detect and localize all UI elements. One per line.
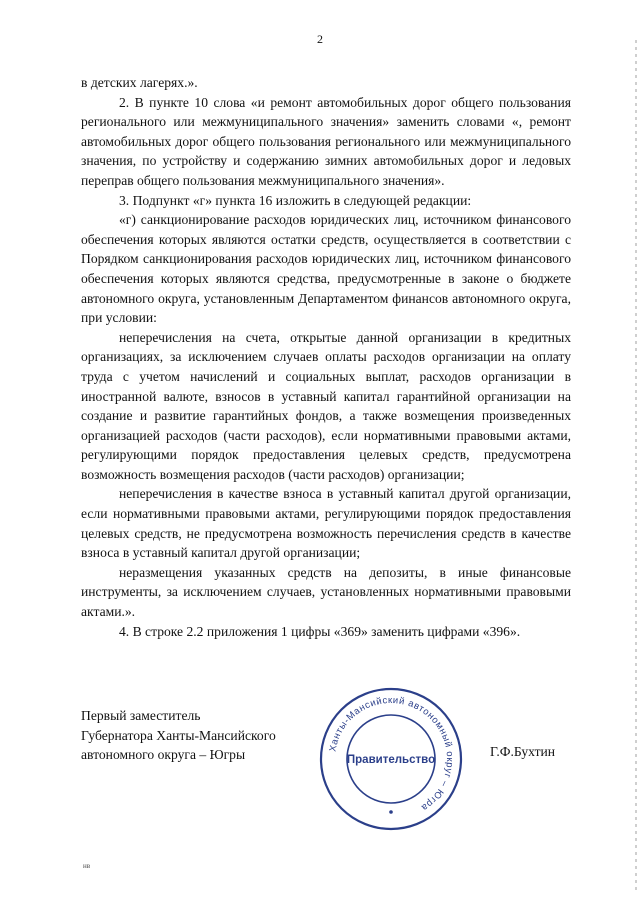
signer-position: [81, 706, 276, 765]
paragraph: в детских лагерях.».: [81, 75, 198, 90]
paragraph: 3. Подпункт «г» пункта 16 изложить в следующей редакции:: [119, 192, 472, 208]
signer-name: Г.Ф.Бухтин: [490, 744, 556, 759]
signer-position-line: Первый заместитель: [81, 708, 201, 723]
signer-position-line: автономного округа – Югры: [81, 747, 246, 763]
paragraph: неперечисления на счета, открытые данной организации в кредитных организациях, за исключением случаев оплаты расходов организации на оплату труда с учетом начислений и социальных выплат, расходов организации в иностранной валюте, взносов в уставный капитал гарантийной организации на создание и развитие гарантийных фондов, а также возмещения произведенных организацией расходов (части расходов), если нормативными правовыми актами, регулирующими порядок предоставления целевых средств, предусмотрена возможность возмещения расходов (части расходов) организации;: [81, 329, 571, 482]
paragraph: неразмещения указанных средств на депозиты, в иные финансовые инструменты, за исключением случаев, установленных нормативными правовыми актами.».: [81, 564, 571, 620]
document-body: [81, 73, 571, 641]
seal-ring-text: Ханты-Мансийский автономный округ – Югра: [327, 694, 456, 814]
seal-center-text: Правительство: [346, 754, 436, 766]
paragraph: «г) санкционирование расходов юридических лиц, источником финансового обеспечения которых являются остатки средств, осуществляется в соответствии с Порядком санкционирования расходов юридических лиц, источником финансового обеспечения которых являются средства, предусмотренные в законе о бюджете автономного округа, установленным Департаментом финансов автономного округа, при условии:: [81, 212, 571, 326]
official-seal-stamp: [316, 684, 466, 834]
paragraph: неперечисления в качестве взноса в уставный капитал другой организации, если нормативными правовыми актами, регулирующими порядок предоставления целевых средств, не предусмотрена возможность перечисления средств в качестве взноса в уставный капитал другой организации;: [81, 486, 571, 561]
signer-position-line: Губернатора Ханты-Мансийского: [81, 727, 276, 743]
paragraph: 4. В строке 2.2 приложения 1 цифры «369» заменить цифрами «396».: [119, 623, 521, 639]
page-number: 2: [317, 32, 323, 46]
paragraph: 2. В пункте 10 слова «и ремонт автомобильных дорог общего пользования регионального или межмуниципального значения» заменить словами «, ремонт автомобильных дорог общего пользования регионального или межмуниципального значения, по устройству и содержанию зимних автомобильных дорог и ледовых переправ общего пользования межмуниципального значения».: [81, 94, 571, 188]
footer-initials: нв: [83, 862, 91, 870]
scan-edge-line: [635, 40, 637, 890]
